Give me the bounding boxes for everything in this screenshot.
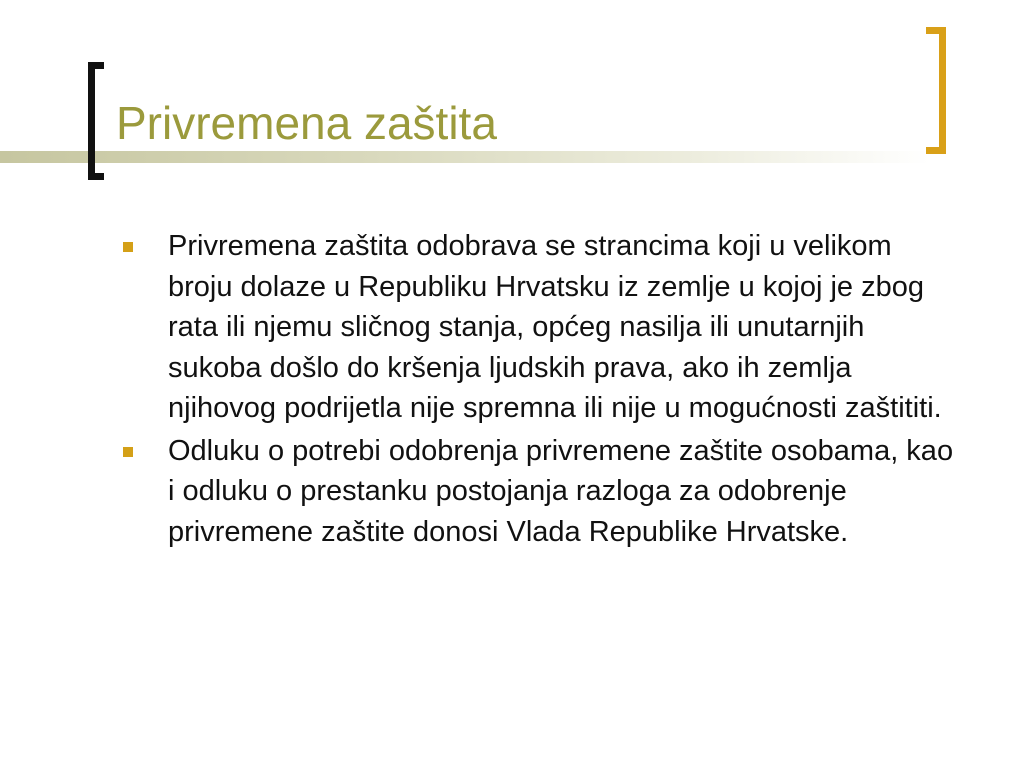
bullet-item <box>118 226 958 429</box>
right-bracket-decoration <box>926 27 946 154</box>
square-bullet-icon <box>123 242 133 252</box>
bullet-text: Odluku o potrebi odobrenja privremene zaštite osobama, kao i odluku o prestanku postojanja razloga za odobrenje privremene zaštite donosi Vlada Republike Hrvatske. <box>168 434 954 548</box>
square-bullet-icon <box>123 447 133 457</box>
bullet-item <box>118 431 958 553</box>
title-decorative-rule <box>0 151 930 163</box>
bullet-list <box>118 226 958 552</box>
left-bracket-decoration <box>88 62 104 180</box>
slide-title: Privremena zaštita <box>116 97 497 149</box>
bullet-text: Privremena zaštita odobrava se strancima koji u velikom broju dolaze u Republiku Hrvatsku iz zemlje u kojoj je zbog rata ili njemu sličnog stanja, općeg nasilja ili unutarnjih sukoba došlo do kršenja ljudskih prava, ako ih zemlja njihovog podrijetla nije spremna ili nije u mogućnosti zaštititi. <box>168 230 942 424</box>
